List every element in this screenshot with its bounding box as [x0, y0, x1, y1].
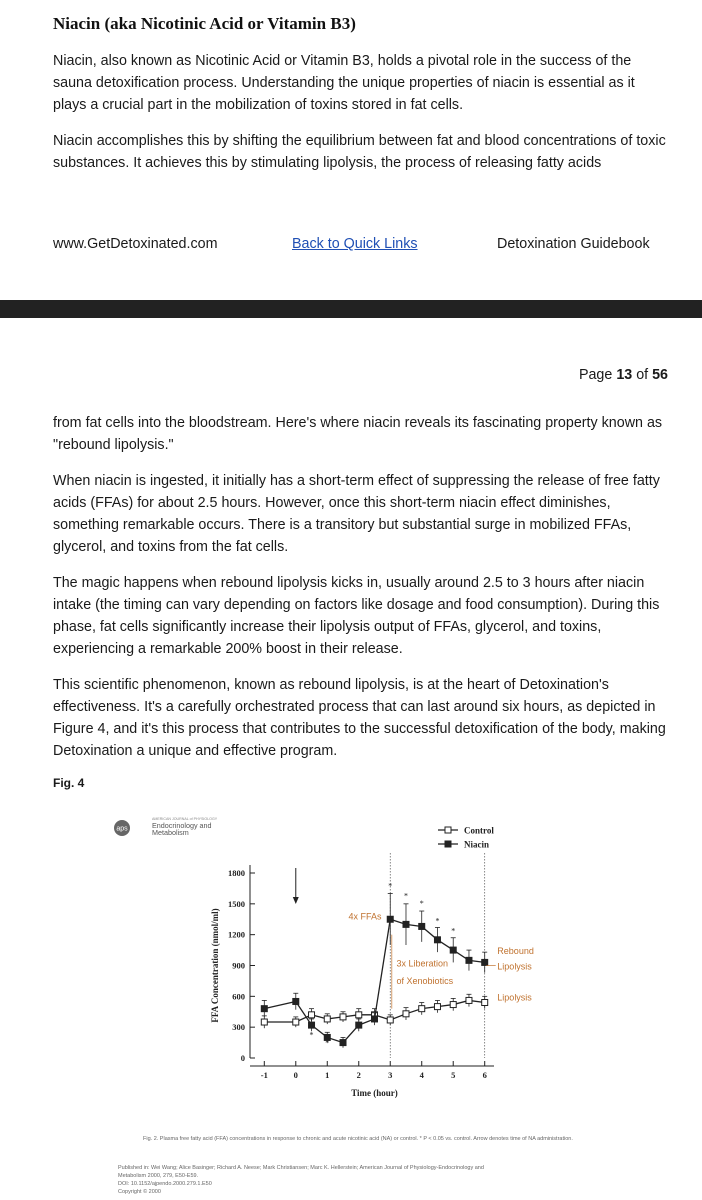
paragraph: When niacin is ingested, it initially has a short-term effect of suppressing the release of free fatty acids (FFAs) for about 2.5 hours. However, once this short-term niacin effect diminishes, something remarkable occurs. There is a transitory but substantial surge in mobilized FFAs, glycerol, and toxins from the fat cells. [53, 473, 660, 555]
data-point-control [434, 1004, 440, 1010]
paragraph: This scientific phenomenon, known as rebound lipolysis, is at the heart of Detoxination's effectiveness. It's a carefully orchestrated process that can last around six hours, as depicted in Figure 4, and it's this process that contributes to the successful detoxification of the body, making Detoxination a unique and effective program. [53, 677, 666, 759]
data-point-control [466, 997, 472, 1003]
legend-entry: Niacin [464, 839, 490, 850]
journal-line2: Metabolism [152, 828, 189, 837]
data-point-niacin [356, 1022, 362, 1028]
data-point-control [403, 1011, 409, 1017]
paragraph: from fat cells into the bloodstream. Here's where niacin reveals its fascinating property known as "rebound lipolysis." [53, 415, 663, 453]
x-tick-label: 6 [482, 1070, 487, 1080]
data-point-niacin [293, 998, 299, 1004]
annotation-rebound: Rebound [497, 946, 534, 957]
data-point-control [324, 1016, 330, 1022]
legend-marker [445, 841, 451, 847]
y-tick-label: 600 [232, 991, 245, 1002]
data-point-control [340, 1014, 346, 1020]
publication-copyright: Copyright © 2000 [118, 1189, 161, 1195]
y-tick-label: 1800 [228, 868, 245, 878]
publication-line: Published in: Wei Wang; Alice Basinger; Richard A. Neese; Mark Christiansen; Marc K. Hellerstein; American Journal of Physiology-Endocrinology and [118, 1165, 484, 1171]
data-point-control [387, 1017, 393, 1023]
data-point-niacin [419, 923, 425, 929]
x-tick-label: 2 [356, 1070, 361, 1080]
footer-link-wrap [292, 236, 418, 252]
figure-chart [108, 808, 608, 1188]
legend-entry: Control [464, 825, 494, 836]
annotation-xenobiotics: of Xenobiotics [396, 976, 454, 986]
annotation-rebound-lipolysis: Lipolysis [497, 961, 532, 972]
annotation-lipolysis: Lipolysis [497, 992, 532, 1003]
footer-site: www.GetDetoxinated.com [53, 236, 218, 252]
footer-guide: Detoxination Guidebook [497, 236, 650, 252]
publication-line: Metabolism 2000, 279, E50-E59. [118, 1173, 199, 1179]
x-axis-label: Time (hour) [351, 1088, 398, 1098]
data-point-niacin [466, 957, 472, 963]
paragraph: Niacin, also known as Nicotinic Acid or Vitamin B3, holds a pivotal role in the success of the sauna detoxification process. Understanding the unique properties of niacin is essential as it plays a crucial part in the mobilization of toxins stored in fat cells. [53, 53, 635, 113]
data-point-control [293, 1019, 299, 1025]
x-tick-label: 3 [388, 1070, 393, 1080]
paragraph: The magic happens when rebound lipolysis kicks in, usually around 2.5 to 3 hours after niacin intake (the timing can vary depending on factors like dosage and food consumption). During this phase, fat cells significantly increase their lipolysis output of FFAs, glycerol, and toxins, experiencing a remarkable 200% boost in their release. [53, 575, 660, 657]
y-tick-label: 1200 [228, 929, 245, 940]
page-top [0, 0, 702, 300]
paragraph: Niacin accomplishes this by shifting the equilibrium between fat and blood concentrations of toxic substances. It achieves this by stimulating lipolysis, the process of releasing fatty acids [53, 133, 666, 171]
data-point-niacin [434, 937, 440, 943]
significance-star: * [419, 898, 424, 908]
data-point-control [309, 1012, 315, 1018]
data-point-niacin [261, 1006, 267, 1012]
y-tick-label: 0 [240, 1053, 245, 1063]
data-point-niacin [309, 1022, 315, 1028]
page-separator [0, 300, 702, 318]
journal-logo [114, 817, 218, 837]
x-tick-label: 4 [419, 1070, 424, 1080]
data-point-control [450, 1002, 456, 1008]
y-axis-label: FFA Concentration (nmol/ml) [210, 908, 220, 1023]
data-point-control [482, 1000, 488, 1006]
significance-star: * [325, 1038, 330, 1048]
legend-marker [445, 827, 451, 833]
annotation-liberation: 3x Liberation [396, 958, 449, 969]
y-tick-label: 300 [232, 1022, 245, 1033]
figure-label: Fig. 4 [53, 776, 85, 790]
page-number: Page 13 of 56 [578, 367, 668, 383]
x-tick-label: 5 [451, 1070, 456, 1080]
x-tick-label: 1 [325, 1070, 330, 1080]
journal-line1: Endocrinology and [152, 821, 212, 830]
x-tick-label: 0 [293, 1070, 298, 1080]
logo-abbr: aps [116, 825, 128, 833]
significance-star: * [341, 1041, 346, 1051]
journal-small: AMERICAN JOURNAL of PHYSIOLOGY [152, 817, 218, 821]
significance-star: * [403, 891, 408, 901]
figure-caption: Fig. 2. Plasma free fatty acid (FFA) concentrations in response to chronic and acute nicotinic acid (NA) or control. * P < 0.05 vs. control. Arrow denotes time of NA administration. [143, 1136, 573, 1142]
data-point-control [419, 1006, 425, 1012]
back-to-quick-links-link[interactable]: Back to Quick Links [292, 236, 418, 252]
publication-doi: DOI: 10.1152/ajpendo.2000.279.1.E50 [118, 1181, 212, 1187]
data-point-control [356, 1012, 362, 1018]
arrow-head-icon [293, 897, 299, 904]
data-point-niacin [403, 921, 409, 927]
data-point-control [261, 1019, 267, 1025]
y-tick-label: 1500 [228, 898, 245, 909]
page-13 [0, 318, 702, 1200]
data-point-niacin [482, 959, 488, 965]
section-heading: Niacin (aka Nicotinic Acid or Vitamin B3) [53, 14, 356, 33]
x-tick-label: -1 [260, 1070, 268, 1080]
significance-star: * [309, 1030, 314, 1040]
annotation-4x-ffas: 4x FFAs [348, 911, 382, 922]
significance-star: * [451, 926, 456, 936]
significance-star: * [388, 881, 393, 891]
significance-star: * [435, 916, 440, 926]
y-tick-label: 900 [232, 960, 245, 971]
data-point-niacin [387, 916, 393, 922]
data-point-niacin [372, 1016, 378, 1022]
data-point-niacin [450, 947, 456, 953]
